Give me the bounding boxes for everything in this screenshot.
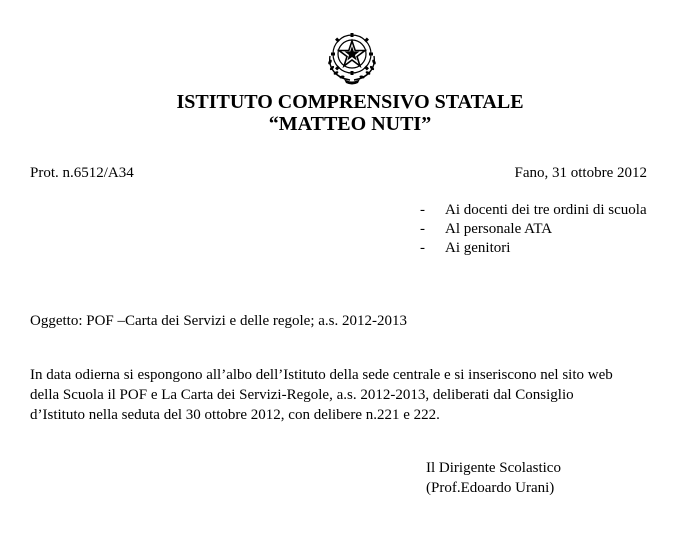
subject-line: Oggetto: POF –Carta dei Servizi e delle regole; a.s. 2012-2013 [30, 313, 407, 329]
place-date: Fano, 31 ottobre 2012 [514, 165, 647, 181]
recipient-list [420, 201, 647, 258]
signature-role: Il Dirigente Scolastico [426, 460, 561, 476]
protocol-number: Prot. n.6512/A34 [30, 165, 134, 181]
signature-block [426, 458, 561, 498]
list-dash: - [420, 221, 425, 237]
institute-name: “MATTEO NUTI” [268, 113, 432, 135]
recipient-label: Ai genitori [445, 240, 511, 256]
recipient-item [420, 220, 647, 239]
signature-name: (Prof.Edoardo Urani) [426, 480, 555, 496]
list-dash: - [420, 240, 425, 256]
italian-republic-emblem-icon [322, 26, 382, 86]
recipient-item [420, 239, 647, 258]
body-line: della Scuola il POF e La Carta dei Servizi-Regole, a.s. 2012-2013, deliberati dal Consiglio [30, 387, 574, 403]
body-paragraph [30, 365, 613, 425]
recipient-label: Al personale ATA [445, 221, 553, 237]
list-dash: - [420, 202, 425, 218]
recipient-label: Ai docenti dei tre ordini di scuola [445, 202, 647, 218]
body-line: d’Istituto nella seduta del 30 ottobre 2012, con delibere n.221 e 222. [30, 407, 440, 423]
institute-title: ISTITUTO COMPRENSIVO STATALE [176, 91, 524, 113]
body-line: In data odierna si espongono all’albo dell’Istituto della sede centrale e si inseriscono nel sito web [30, 367, 613, 383]
recipient-item [420, 201, 647, 220]
